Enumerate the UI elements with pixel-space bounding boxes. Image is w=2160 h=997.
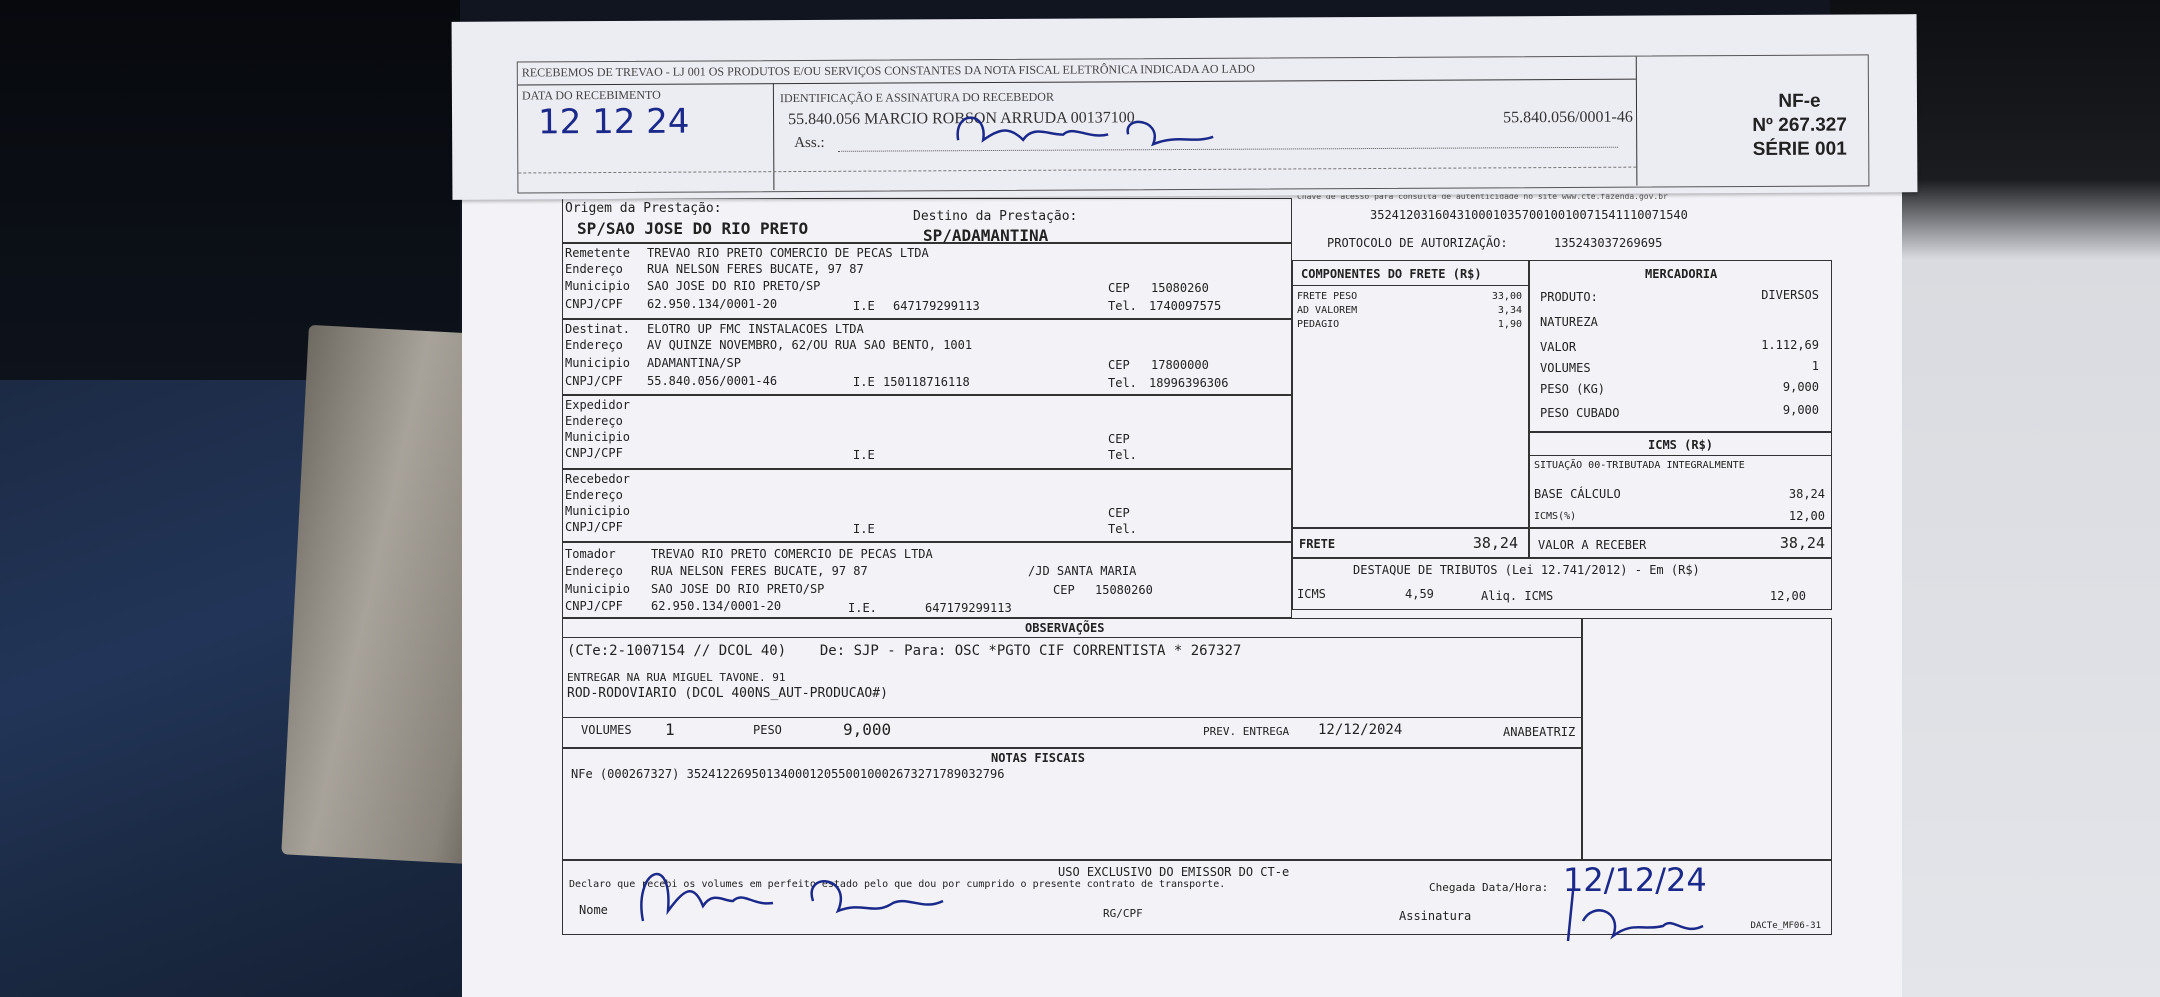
- destino-value: SP/ADAMANTINA: [923, 226, 1049, 245]
- footer-box: [562, 860, 1832, 935]
- remetente-cep: 15080260: [1151, 281, 1209, 295]
- mercadoria-label: VALOR: [1540, 340, 1577, 354]
- destinatario-cep-label: CEP: [1108, 358, 1130, 372]
- mercadoria-title: MERCADORIA: [1645, 267, 1718, 281]
- destinatario-tel-label: Tel.: [1108, 376, 1137, 390]
- tomador-cnpj-label: CNPJ/CPF: [565, 599, 623, 613]
- destinatario-name: ELOTRO UP FMC INSTALACOES LTDA: [647, 322, 864, 336]
- observacoes-line2: ENTREGAR NA RUA MIGUEL TAVONE. 91: [567, 671, 786, 684]
- recebedor-box: [562, 469, 1292, 542]
- arrival-signature: [1553, 871, 1753, 951]
- remetente-label: Remetente: [565, 246, 631, 260]
- mercadoria-value: DIVERSOS: [1761, 288, 1819, 302]
- receipt-text: RECEBEMOS DE TREVAO - LJ 001 OS PRODUTOS E/OU SERVIÇOS CONSTANTES DA NOTA FISCAL ELETRÔNICA INDICADA AO LADO: [521, 61, 1255, 80]
- name-signature: [623, 831, 1003, 931]
- remetente-mun-label: Municipio: [565, 279, 631, 293]
- remetente-end: RUA NELSON FERES BUCATE, 97 87: [647, 262, 864, 276]
- observacoes-user: ANABEATRIZ: [1503, 725, 1576, 739]
- tomador-end: RUA NELSON FERES BUCATE, 97 87: [651, 564, 868, 578]
- icms-pct-label: ICMS(%): [1534, 511, 1577, 522]
- recebedor-tel-label: Tel.: [1108, 522, 1137, 536]
- icms-base-value: 38,24: [1788, 487, 1825, 501]
- icms-pct-value: 12,00: [1788, 509, 1825, 523]
- mercadoria-label: PRODUTO:: [1540, 290, 1598, 304]
- tributos-icms-value: 4,59: [1405, 587, 1434, 601]
- destinatario-end-label: Endereço: [565, 338, 623, 352]
- chegada-label: Chegada Data/Hora:: [1429, 881, 1549, 894]
- receipt-signature: [948, 89, 1228, 160]
- tributos-aliq-value: 12,00: [1769, 589, 1806, 603]
- rg-label: RG/CPF: [1103, 907, 1143, 920]
- notas-title: NOTAS FISCAIS: [991, 751, 1085, 765]
- tributos-icms-label: ICMS: [1297, 587, 1326, 601]
- recebedor-mun-label: Municipio: [565, 504, 631, 518]
- remetente-ie-label: I.E: [853, 299, 875, 313]
- nfe-number: Nº 267.327: [1752, 114, 1847, 137]
- recebedor-ie-label: I.E: [853, 522, 875, 536]
- valor-receber-box: [1529, 528, 1832, 558]
- remetente-cep-label: CEP: [1108, 281, 1130, 295]
- receipt-receiver-line: 55.840.056 MARCIO ROBSON ARRUDA 00137100: [788, 109, 1135, 129]
- icms-title: ICMS (R$): [1648, 438, 1714, 452]
- mercadoria-label: VOLUMES: [1540, 361, 1591, 375]
- frete-item-value: 33,00: [1491, 291, 1522, 302]
- expedidor-label: Expedidor: [565, 398, 631, 412]
- mercadoria-label: PESO CUBADO: [1540, 406, 1620, 420]
- tomador-cep: 15080260: [1095, 583, 1153, 597]
- recebedor-end-label: Endereço: [565, 488, 623, 502]
- remetente-tel: 1740097575: [1149, 299, 1222, 313]
- expedidor-cnpj-label: CNPJ/CPF: [565, 446, 623, 460]
- tomador-end-label: Endereço: [565, 564, 623, 578]
- frete-total-box: [1292, 528, 1529, 558]
- nome-label: Nome: [579, 903, 608, 917]
- notas-line: NFe (000267327) 35241226950134000120550010002673271789032796: [571, 767, 1005, 781]
- expedidor-box: [562, 395, 1292, 469]
- icms-situacao: SITUAÇÃO 00-TRIBUTADA INTEGRALMENTE: [1534, 460, 1745, 471]
- expedidor-tel-label: Tel.: [1108, 448, 1137, 462]
- remetente-box: [562, 243, 1292, 319]
- tomador-name: TREVAO RIO PRETO COMERCIO DE PECAS LTDA: [651, 547, 933, 561]
- prev-entrega-label: PREV. ENTREGA: [1203, 725, 1290, 738]
- tributos-box: [1292, 558, 1832, 610]
- nfe-number-box: [1727, 89, 1872, 162]
- tomador-bairro: /JD SANTA MARIA: [1028, 564, 1137, 578]
- origem-destino-box: [562, 198, 1292, 243]
- origem-label: Origem da Prestação:: [565, 201, 722, 216]
- destinatario-mun: ADAMANTINA/SP: [647, 356, 741, 370]
- assinatura-label: Assinatura: [1399, 909, 1472, 923]
- expedidor-ie-label: I.E: [853, 448, 875, 462]
- receipt-ass-label: Ass.:: [794, 134, 825, 152]
- observacoes-title: OBSERVAÇÕES: [1025, 621, 1105, 635]
- icms-box: [1529, 432, 1832, 528]
- destinatario-box: [562, 319, 1292, 395]
- remetente-name: TREVAO RIO PRETO COMERCIO DE PECAS LTDA: [647, 246, 929, 260]
- destinatario-label: Destinat.: [565, 322, 631, 336]
- form-code: DACTe_MF06-31: [1750, 921, 1821, 931]
- peso-label: PESO: [753, 723, 782, 737]
- chegada-handwritten: 12/12/24: [1563, 861, 1707, 899]
- remetente-tel-label: Tel.: [1108, 299, 1137, 313]
- footer-title: USO EXCLUSIVO DO EMISSOR DO CT-e: [1058, 865, 1290, 879]
- origem-value: SP/SAO JOSE DO RIO PRETO: [577, 219, 809, 238]
- expedidor-end-label: Endereço: [565, 414, 623, 428]
- destinatario-ie: 150118716118: [883, 375, 970, 389]
- frete-item-name: AD VALOREM: [1297, 305, 1358, 316]
- mercadoria-value: 9,000: [1782, 403, 1819, 417]
- destinatario-mun-label: Municipio: [565, 356, 631, 370]
- frete-total-value: 38,24: [1472, 534, 1518, 552]
- tributos-title: DESTAQUE DE TRIBUTOS (Lei 12.741/2012) - Em (R$): [1353, 563, 1700, 577]
- frete-item-value: 1,90: [1497, 319, 1522, 330]
- tomador-cep-label: CEP: [1053, 583, 1075, 597]
- receipt-ident-label: IDENTIFICAÇÃO E ASSINATURA DO RECEBEDOR: [779, 89, 1054, 106]
- frete-total-label: FRETE: [1299, 537, 1336, 551]
- receipt-stub-frame: [517, 54, 1870, 193]
- tomador-label: Tomador: [565, 547, 616, 561]
- destino-label: Destino da Prestação:: [913, 209, 1078, 224]
- chave-box: [1292, 190, 1832, 260]
- recebedor-cnpj-label: CNPJ/CPF: [565, 520, 623, 534]
- destinatario-cep: 17800000: [1151, 358, 1209, 372]
- tomador-box: [562, 542, 1292, 618]
- protocolo-value: 135243037269695: [1554, 236, 1663, 250]
- footer-declaro: Declaro que recebi os volumes em perfeito estado pelo que dou por cumprido o presente contrato de transporte.: [569, 879, 1226, 890]
- observacoes-line1: (CTe:2-1007154 // DCOL 40) De: SJP - Para: OSC *PGTO CIF CORRENTISTA * 267327: [567, 643, 1242, 659]
- mercadoria-label: NATUREZA: [1540, 315, 1598, 329]
- tomador-mun-label: Municipio: [565, 582, 631, 596]
- volumes-label: VOLUMES: [581, 723, 632, 737]
- chave-label: Chave de acesso para consulta de autenticidade no site www.cte.fazenda.gov.br: [1297, 192, 1668, 201]
- protocolo-label: PROTOCOLO DE AUTORIZAÇÃO:: [1327, 236, 1508, 250]
- mercadoria-value: 9,000: [1782, 380, 1819, 394]
- remetente-cnpj-label: CNPJ/CPF: [565, 297, 623, 311]
- expedidor-cep-label: CEP: [1108, 432, 1130, 446]
- mercadoria-value: 1.112,69: [1761, 338, 1819, 352]
- mercadoria-box: [1529, 260, 1832, 432]
- destinatario-ie-label: I.E: [853, 375, 875, 389]
- recebedor-label: Recebedor: [565, 472, 631, 486]
- destinatario-tel: 18996396306: [1149, 376, 1229, 390]
- valor-receber-value: 38,24: [1779, 534, 1825, 552]
- peso-value: 9,000: [843, 720, 892, 739]
- tomador-cnpj: 62.950.134/0001-20: [651, 599, 782, 613]
- recebedor-cep-label: CEP: [1108, 506, 1130, 520]
- remetente-cnpj: 62.950.134/0001-20: [647, 297, 778, 311]
- tributos-aliq-label: Aliq. ICMS: [1481, 589, 1554, 603]
- prev-entrega-value: 12/12/2024: [1318, 722, 1403, 738]
- icms-base-label: BASE CÁLCULO: [1534, 487, 1621, 501]
- observacoes-line3: ROD-RODOVIARIO (DCOL 400NS_AUT-PRODUCAO#): [567, 686, 888, 701]
- remetente-ie: 647179299113: [893, 299, 980, 313]
- nfe-series: SÉRIE 001: [1752, 138, 1847, 161]
- frete-item-name: PEDAGIO: [1297, 319, 1340, 330]
- expedidor-mun-label: Municipio: [565, 430, 631, 444]
- tomador-ie: 647179299113: [925, 601, 1012, 615]
- chave-value: 35241203160431000103570010010071541110071540: [1370, 208, 1688, 222]
- dacte-document: [462, 190, 1902, 997]
- mercadoria-label: PESO (KG): [1540, 382, 1606, 396]
- receipt-stub: [452, 14, 1918, 200]
- destinatario-cnpj: 55.840.056/0001-46: [647, 374, 778, 388]
- volumes-value: 1: [665, 720, 675, 739]
- observacoes-right-box: [1582, 618, 1832, 860]
- componentes-frete-box: [1292, 260, 1529, 528]
- receipt-date-label: DATA DO RECEBIMENTO: [521, 87, 661, 103]
- tomador-ie-label: I.E.: [848, 601, 877, 615]
- remetente-end-label: Endereço: [565, 262, 623, 276]
- frete-item-name: FRETE PESO: [1297, 291, 1358, 302]
- tomador-mun: SAO JOSE DO RIO PRETO/SP: [651, 582, 825, 596]
- remetente-mun: SAO JOSE DO RIO PRETO/SP: [647, 279, 821, 293]
- destinatario-cnpj-label: CNPJ/CPF: [565, 374, 623, 388]
- receipt-date-handwritten: 12 12 24: [537, 101, 690, 143]
- mercadoria-value: 1: [1811, 359, 1819, 373]
- frete-item-value: 3,34: [1497, 305, 1522, 316]
- observacoes-box: [562, 618, 1582, 748]
- nfe-title: NF-e: [1778, 90, 1821, 112]
- valor-receber-label: VALOR A RECEBER: [1538, 538, 1647, 552]
- receipt-receiver-cnpj: 55.840.056/0001-46: [1503, 108, 1633, 127]
- destinatario-end: AV QUINZE NOVEMBRO, 62/OU RUA SAO BENTO, 1001: [647, 338, 973, 352]
- frete-title: COMPONENTES DO FRETE (R$): [1301, 267, 1482, 281]
